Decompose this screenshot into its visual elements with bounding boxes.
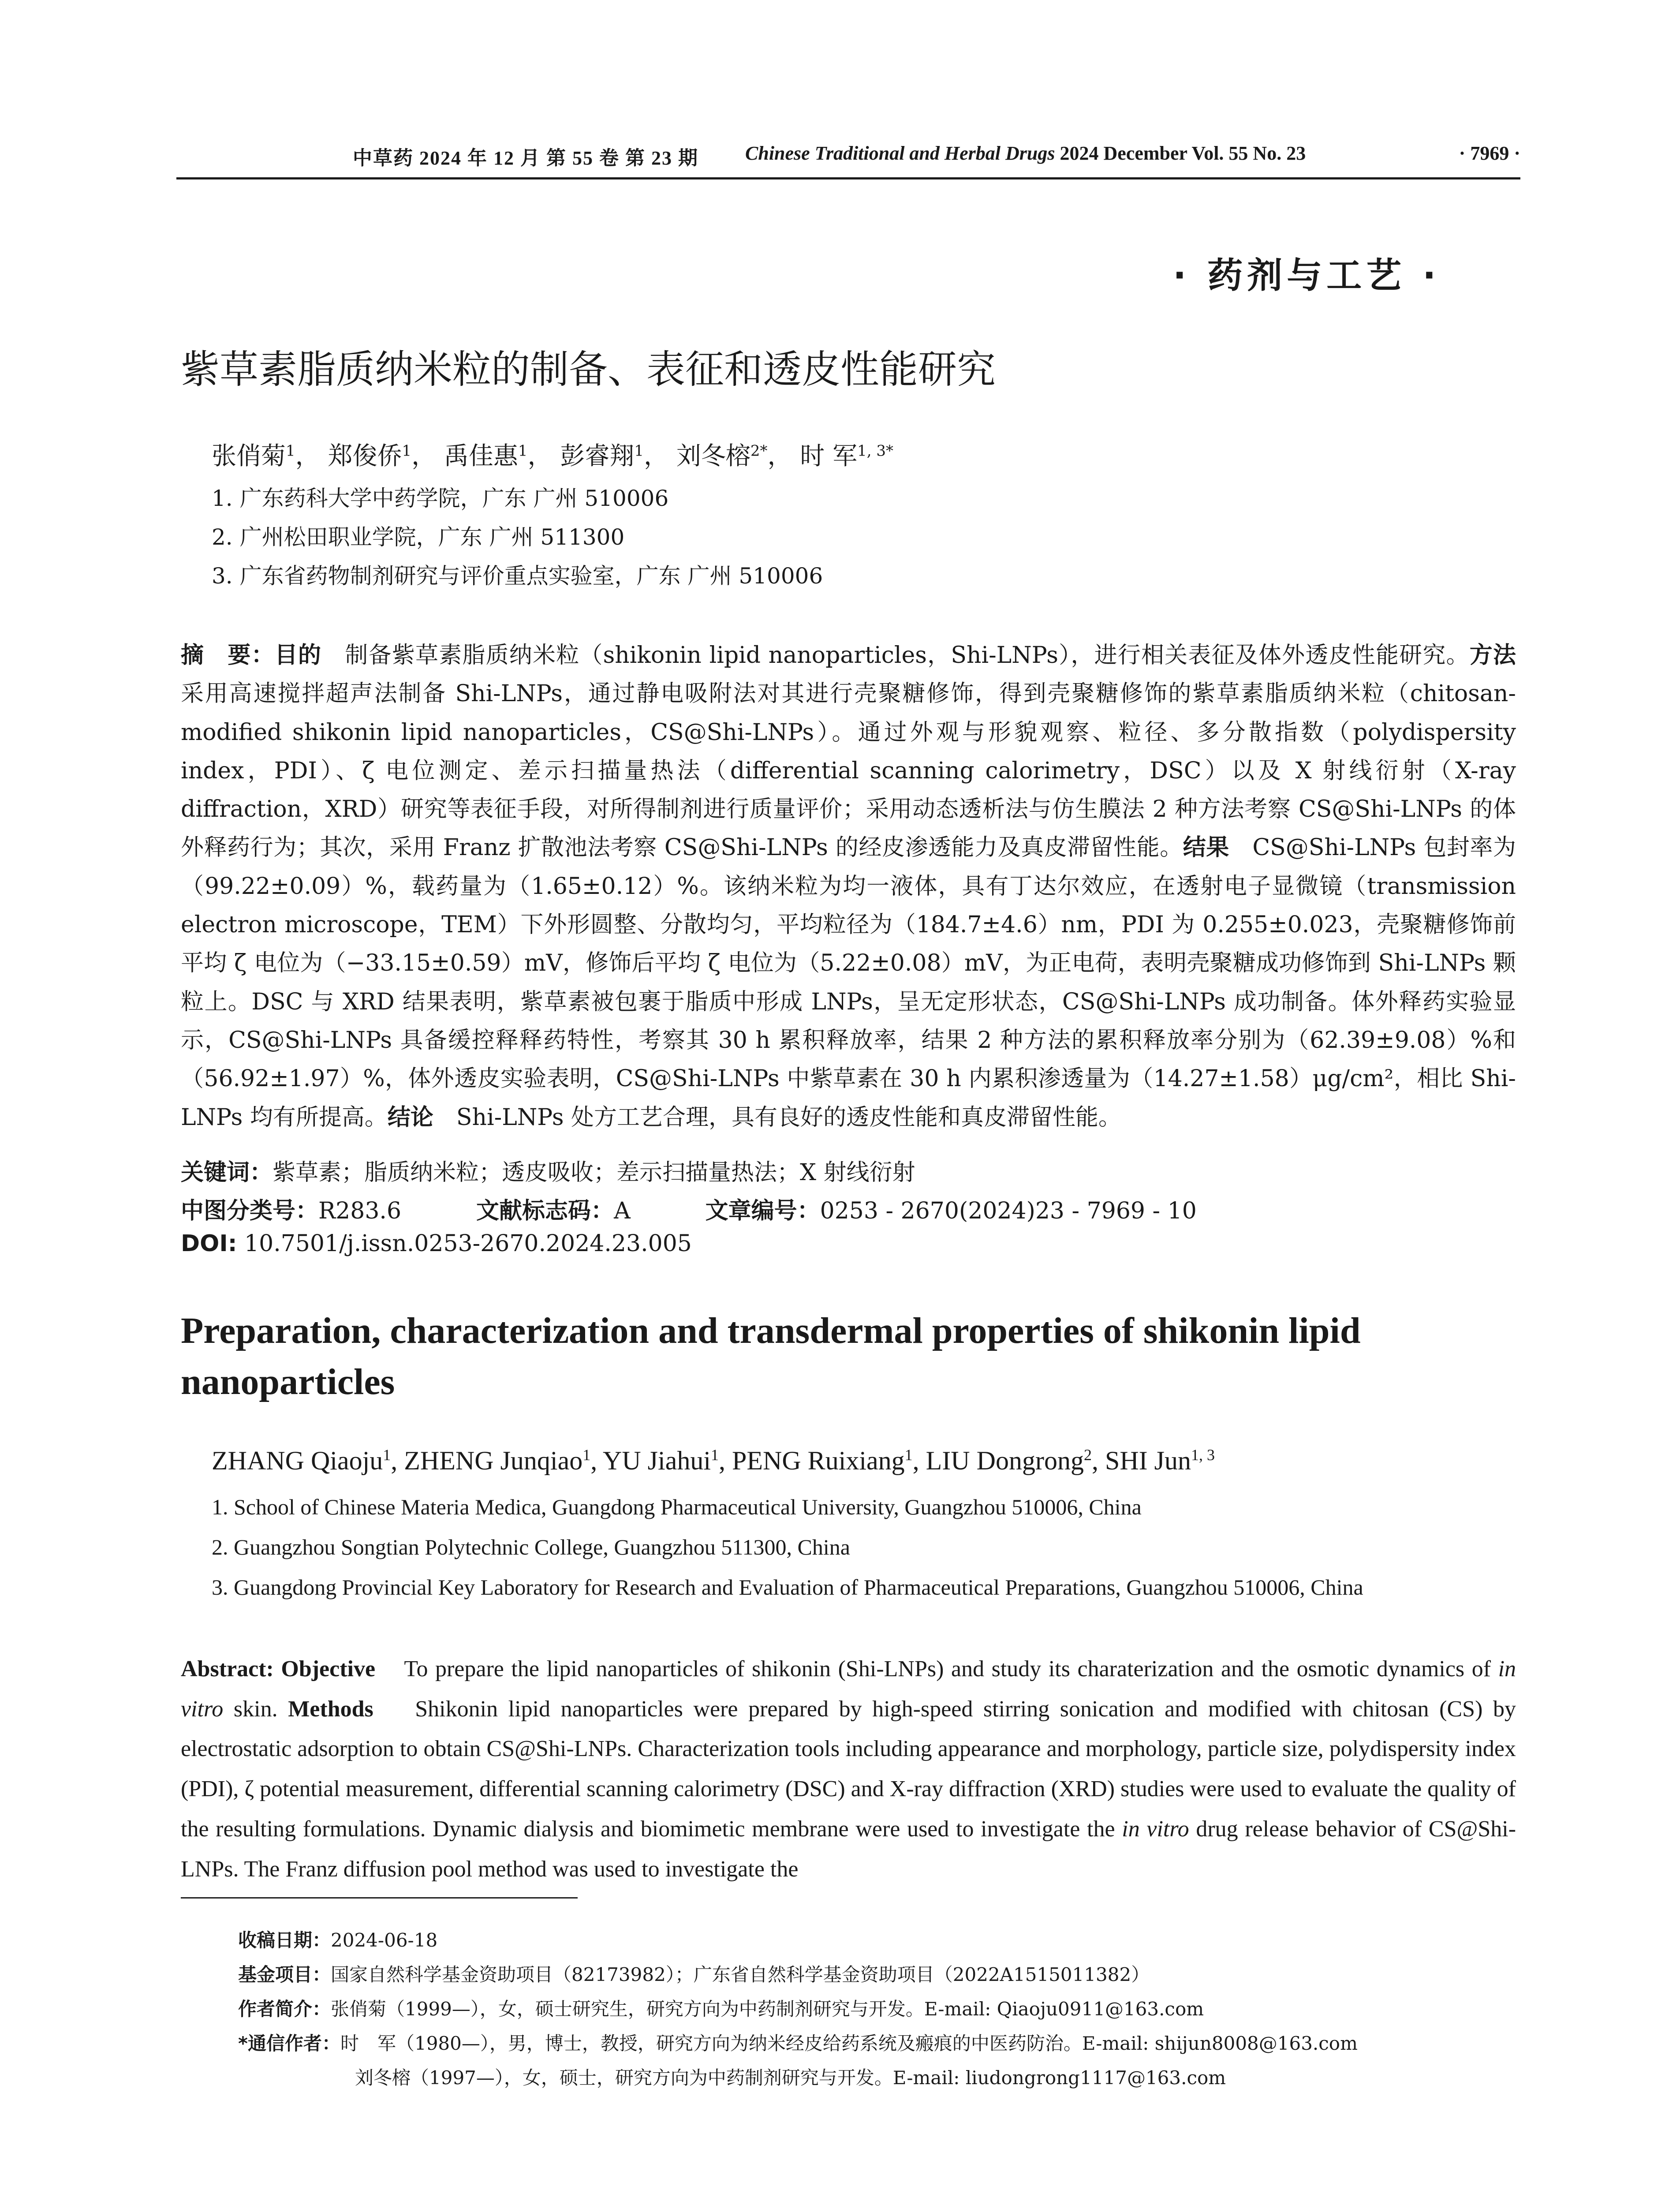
cn-results-text: CS@Shi-LNPs 包封率为（99.22±0.09）%，载药量为（1.65±0.12）%。该纳米粒为均一液体，具有丁达尔效应，在透射电子显微镜（transmission electron microscope，TEM）下外形圆整、分散均匀，平均粒径为（184.7±4.6）nm，PDI 为 0.255±0.023，壳聚糖修饰前平均 ζ 电位为（−33.15±0.59）mV，修饰后平均 ζ 电位为（5.22±0.08）mV，为正电荷，表明壳聚糖成功修饰到 Shi-LNPs 颗粒上。DSC 与 XRD 结果表明，紫草素被包裹于脂质中形成 LNPs，呈无定形状态，CS@Shi-LNPs 成功制备。体外释药实验显示，CS@Shi-LNPs 具备缓控释释药特性，考察其 30 h 累积释放率，结果 2 种方法的累积释放率分别为（62.39±9.08）%和（56.92±1.97）%，体外透皮实验表明，CS@Shi-LNPs 中紫草素在 30 h 内累积渗透量为（14.27±1.58）μg/cm²，相比 Shi-LNPs 均有所提高。 bbox=[181, 834, 1516, 1131]
en-objective-label: Objective bbox=[281, 1656, 376, 1682]
en-methods-label: Methods bbox=[288, 1696, 373, 1722]
cn-affiliation-2: 2. 广州松田职业学院，广东 广州 511300 bbox=[212, 524, 625, 550]
footnote-corresponding-2: 刘冬榕（1997—），女，硕士，研究方向为中药制剂研究与开发。E-mail: liudongrong1117@163.com bbox=[355, 2067, 1226, 2089]
cn-classification-line bbox=[181, 1192, 1197, 1225]
en-abstract-label: Abstract: bbox=[181, 1656, 274, 1682]
author-bio-value: 张俏菊（1999—），女，硕士研究生，研究方向为中药制剂研究与开发。E-mail: Qiaoju0911@163.com bbox=[331, 1998, 1204, 2020]
en-affiliation-3: 3. Guangdong Provincial Key Laboratory for Research and Evaluation of Pharmaceutical Preparations, Guangzhou 510006, China bbox=[212, 1575, 1363, 1600]
author-bio-label: 作者简介： bbox=[238, 1998, 331, 2020]
cn-author-sup: 2* bbox=[750, 442, 768, 460]
en-affiliation-2: 2. Guangzhou Songtian Polytechnic College, Guangzhou 511300, China bbox=[212, 1535, 850, 1559]
column-heading: · 药剂与工艺 · bbox=[1173, 255, 1441, 296]
cn-methods-text: 采用高速搅拌超声法制备 Shi-LNPs，通过静电吸附法对其进行壳聚糖修饰，得到壳聚糖修饰的紫草素脂质纳米粒（chitosan-modified shikonin lipid nanoparticles，CS@Shi-LNPs）。通过外观与形貌观察、粒径、多分散指数（polydispersity index，PDI）、ζ 电位测定、差示扫描量热法（differential scanning calorimetry，DSC）以及 X 射线衍射（X-ray diffraction，XRD）研究等表征手段，对所得制剂进行质量评价；采用动态透析法与仿生膜法 2 种方法考察 CS@Shi-LNPs 的体外释药行为；其次，采用 Franz 扩散池法考察 CS@Shi-LNPs 的经皮渗透能力及真皮滞留性能。 bbox=[181, 680, 1516, 861]
footnote-fund bbox=[238, 1960, 1150, 1987]
running-header bbox=[176, 142, 1520, 173]
header-rule bbox=[176, 177, 1520, 179]
en-objective-text: To prepare the lipid nanoparticles of shikonin (Shi-LNPs) and study its charaterization and the osmotic dynamics of bbox=[404, 1656, 1491, 1682]
en-objective-text-end: skin. bbox=[233, 1696, 278, 1722]
cn-objective-label: 目的 bbox=[274, 642, 322, 669]
en-author-sup: 2 bbox=[1083, 1446, 1092, 1464]
doi-label: DOI: bbox=[181, 1230, 237, 1257]
cn-author: 张俏菊 bbox=[212, 442, 286, 471]
cn-keywords-label: 关键词： bbox=[181, 1159, 273, 1186]
article-no-label: 文章编号： bbox=[705, 1198, 820, 1224]
cn-conclusion-text: Shi-LNPs 处方工艺合理，具有良好的透皮性能和真皮滞留性能。 bbox=[456, 1104, 1122, 1131]
en-methods-italic: in vitro bbox=[1122, 1816, 1189, 1842]
issue-en: 2024 December Vol. 55 No. 23 bbox=[1060, 142, 1306, 164]
cn-keywords bbox=[181, 1154, 915, 1187]
article-no-value: 0253 - 2670(2024)23 - 7969 - 10 bbox=[820, 1198, 1197, 1224]
footnote-author bbox=[238, 1995, 1204, 2021]
corresponding-value-1: 时 军（1980—），男，博士，教授，研究方向为纳米经皮给药系统及瘢痕的中医药防治。E-mail: shijun8008@163.com bbox=[340, 2033, 1358, 2054]
cn-methods-label: 方法 bbox=[1469, 642, 1516, 669]
cn-author-sup: 1 bbox=[634, 442, 644, 460]
received-value: 2024-06-18 bbox=[331, 1929, 438, 1951]
en-author: YU Jiahui bbox=[603, 1446, 711, 1475]
cn-author-sup: 1, 3* bbox=[857, 442, 893, 460]
cn-abstract-label: 摘 要： bbox=[181, 642, 275, 669]
en-author: ZHANG Qiaoju bbox=[212, 1446, 383, 1475]
cn-author: 郑俊侨 bbox=[328, 442, 402, 471]
cn-author-sup: 1 bbox=[286, 442, 295, 460]
cn-author: 禹佳惠 bbox=[444, 442, 518, 471]
doi-line bbox=[181, 1230, 692, 1257]
cn-affiliation-1: 1. 广东药科大学中药学院，广东 广州 510006 bbox=[212, 486, 669, 511]
en-author: PENG Ruixiang bbox=[732, 1446, 905, 1475]
en-author-sup: 1 bbox=[904, 1446, 913, 1464]
en-author-sup: 1 bbox=[711, 1446, 719, 1464]
fund-value: 国家自然科学基金资助项目（82173982）；广东省自然科学基金资助项目（2022A1515011382） bbox=[331, 1964, 1150, 1985]
corresponding-label: *通信作者： bbox=[238, 2033, 340, 2054]
cn-author: 时 军 bbox=[800, 442, 858, 471]
en-author: SHI Jun bbox=[1105, 1446, 1191, 1475]
en-author: LIU Dongrong bbox=[926, 1446, 1084, 1475]
cn-author-sup: 1 bbox=[518, 442, 528, 460]
clc-label: 中图分类号： bbox=[181, 1198, 319, 1224]
cn-conclusion-label: 结论 bbox=[387, 1104, 433, 1131]
cn-results-label: 结果 bbox=[1183, 834, 1229, 861]
issue-cn: 2024 年 12 月 第 55 卷 第 23 期 bbox=[419, 147, 698, 169]
en-author-list: ZHANG Qiaoju$^1$, ZHENG Junqiao$^1$, YU Jiahui$^1$, PENG Ruixiang$^1$, LIU Dongrong$^2$, SHI Jun$^{1, 3}$ bbox=[212, 1446, 1215, 1475]
journal-name-en: Chinese Traditional and Herbal Drugs bbox=[745, 142, 1055, 164]
en-methods-text: Shikonin lipid nanoparticles were prepared by high-speed stirring sonication and modified with chitosan (CS) by electrostatic adsorption to obtain CS@Shi-LNPs. Characterization tools including appearance and morphology, particle size, polydispersity index (PDI), ζ potential measurement, differential scanning calorimetry (DSC) and X-ray diffraction (XRD) studies were used to evaluate the quality of the resulting formulations. Dynamic dialysis and biomimetic membrane were used to investigate the bbox=[181, 1696, 1516, 1842]
received-label: 收稿日期： bbox=[238, 1929, 331, 1951]
cn-affiliation-3: 3. 广东省药物制剂研究与评价重点实验室，广东 广州 510006 bbox=[212, 563, 823, 589]
en-methods-text-end: drug release behavior of CS@Shi-LNPs. The Franz diffusion pool method was used to investigate the bbox=[181, 1816, 1516, 1882]
cn-author-sup: 1 bbox=[402, 442, 412, 460]
en-affiliation-1: 1. School of Chinese Materia Medica, Guangdong Pharmaceutical University, Guangzhou 510006, China bbox=[212, 1495, 1142, 1519]
en-abstract bbox=[181, 1649, 1516, 1889]
fund-label: 基金项目： bbox=[238, 1964, 331, 1985]
doi-value: 10.7501/j.issn.0253-2670.2024.23.005 bbox=[244, 1230, 692, 1257]
cn-objective-text: 制备紫草素脂质纳米粒（shikonin lipid nanoparticles，Shi-LNPs），进行相关表征及体外透皮性能研究。 bbox=[345, 642, 1470, 669]
footnote-rule bbox=[181, 1897, 578, 1899]
journal-issue-en bbox=[745, 142, 1306, 164]
cn-abstract bbox=[181, 636, 1516, 1137]
en-objective-italic: in vitro bbox=[181, 1656, 1516, 1722]
clc-value: R283.6 bbox=[318, 1198, 402, 1224]
page-number: · 7969 · bbox=[1459, 142, 1520, 164]
cn-title: 紫草素脂质纳米粒的制备、表征和透皮性能研究 bbox=[181, 347, 996, 392]
journal-issue-cn bbox=[353, 142, 698, 170]
doc-code-label: 文献标志码： bbox=[476, 1198, 614, 1224]
en-author-sup: 1, 3 bbox=[1191, 1446, 1215, 1464]
doc-code-value: A bbox=[614, 1198, 631, 1224]
journal-name-cn: 中草药 bbox=[353, 147, 414, 169]
footnote-received bbox=[238, 1926, 437, 1952]
en-author-sup: 1 bbox=[383, 1446, 391, 1464]
cn-author-list: 张俏菊$^1$， 郑俊侨$^1$， 禹佳惠$^1$， 彭睿翔$^1$， 刘冬榕$^{2*}$， 时 军$^{1, 3*}$ bbox=[212, 442, 893, 471]
cn-author: 刘冬榕 bbox=[676, 442, 750, 471]
cn-author: 彭睿翔 bbox=[560, 442, 635, 471]
footnote-corresponding bbox=[238, 2029, 1358, 2056]
en-author: ZHENG Junqiao bbox=[404, 1446, 583, 1475]
en-title: Preparation, characterization and transdermal properties of shikonin lipid nanoparticles bbox=[181, 1310, 1361, 1402]
en-author-sup: 1 bbox=[582, 1446, 591, 1464]
cn-keywords-text: 紫草素；脂质纳米粒；透皮吸收；差示扫描量热法；X 射线衍射 bbox=[273, 1159, 915, 1186]
